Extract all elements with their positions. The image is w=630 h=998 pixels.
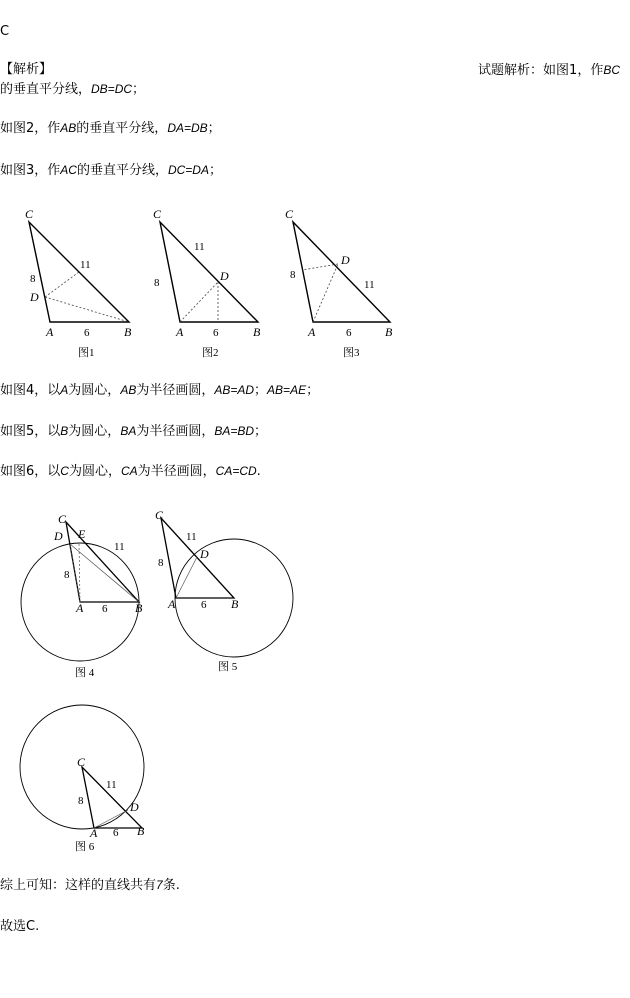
- l4-mid2: 为半径画圆，: [136, 383, 215, 398]
- summary-num: 7: [156, 878, 163, 892]
- fig1-label-c: C: [25, 207, 34, 221]
- l2-seg: AB: [60, 121, 77, 135]
- l4-sep: ；: [254, 383, 268, 398]
- summary-end: 条.: [162, 878, 180, 893]
- fig2-triangle: [160, 222, 258, 322]
- fig5-label-b: B: [231, 597, 239, 611]
- fig5-caption: 图 5: [218, 661, 238, 673]
- l4-mid: 为圆心，: [68, 383, 121, 398]
- l1-eq: DB=DC: [91, 82, 133, 96]
- figures-row-3: [0, 700, 200, 860]
- l5-pre: 如图5，以: [0, 424, 61, 439]
- fig1-triangle: [29, 222, 129, 322]
- fig6-label-b: B: [137, 824, 145, 838]
- fig3-label-b: B: [385, 325, 393, 339]
- l4-radius: AB: [120, 383, 137, 397]
- fig6-label-c: C: [77, 755, 86, 769]
- analysis-line-1: [0, 81, 145, 98]
- l3-seg: AC: [60, 163, 77, 177]
- fig2-da: [180, 282, 218, 322]
- analysis-line-4: [0, 382, 319, 399]
- l2-end: ；: [207, 121, 221, 136]
- l4-eq1: AB=AD: [214, 383, 255, 397]
- fig1-side-6: 6: [84, 327, 90, 339]
- final-pre: 故选: [0, 919, 27, 934]
- fig4-label-d: D: [54, 529, 63, 543]
- fig4-triangle: [66, 522, 139, 602]
- summary-line: [0, 877, 180, 894]
- fig6-side-8: 8: [78, 795, 84, 807]
- fig6-label-a: A: [90, 826, 98, 840]
- fig3-caption: 图3: [343, 347, 360, 359]
- fig6-side-11: 11: [106, 779, 117, 791]
- fig5-side-11: 11: [186, 531, 197, 543]
- analysis-line-6: [0, 463, 261, 480]
- fig1-side-8: 8: [30, 273, 36, 285]
- l5-radius: BA: [120, 424, 137, 438]
- fig3-label-d: D: [341, 253, 350, 267]
- fig2-label-d: D: [220, 269, 229, 283]
- fig2-label-b: B: [253, 325, 261, 339]
- fig1-label-b: B: [124, 325, 132, 339]
- l2-mid: 的垂直平分线，: [76, 121, 168, 136]
- fig1-side-11: 11: [80, 259, 91, 271]
- l5-end: ；: [254, 424, 268, 439]
- fig5-side-8: 8: [158, 557, 164, 569]
- intro-text: 试题解析：如图1，作: [478, 63, 604, 78]
- fig3-label-c: C: [285, 207, 294, 221]
- fig4-side-11: 11: [114, 541, 125, 553]
- fig5-label-c: C: [155, 508, 164, 522]
- fig3-triangle: [293, 222, 390, 322]
- fig6-ad: [94, 810, 128, 828]
- analysis-line-2: [0, 120, 221, 137]
- l6-radius: CA: [120, 464, 138, 478]
- final-answer: C: [26, 919, 36, 934]
- answer-text: [0, 24, 9, 40]
- fig4-label-a: A: [76, 601, 84, 615]
- fig6-side-6: 6: [113, 827, 119, 839]
- fig1-label-a: A: [46, 325, 54, 339]
- l5-mid2: 为半径画圆，: [136, 424, 215, 439]
- fig4-side-6: 6: [102, 603, 108, 615]
- figure-5: [161, 518, 293, 657]
- fig4-caption: 图 4: [75, 667, 95, 679]
- l6-eq: CA=CD: [215, 464, 257, 478]
- analysis-header: [0, 62, 630, 78]
- fig3-side-6: 6: [346, 327, 352, 339]
- fig3-bisector: [302, 264, 338, 270]
- l5-center: B: [60, 424, 69, 438]
- l6-pre: 如图6，以: [0, 464, 61, 479]
- l1-end: ；: [132, 82, 146, 97]
- answer-letter: C: [0, 24, 10, 39]
- l5-mid: 为圆心，: [68, 424, 121, 439]
- l6-end: .: [256, 464, 261, 479]
- fig2-side-6: 6: [213, 327, 219, 339]
- fig5-triangle: [161, 518, 234, 598]
- fig3-da: [313, 264, 338, 322]
- fig5-side-6: 6: [201, 599, 207, 611]
- figures-row-1: [0, 200, 630, 370]
- l2-eq: DA=DB: [167, 121, 208, 135]
- fig2-caption: 图2: [202, 347, 219, 359]
- fig2-side-8: 8: [154, 277, 160, 289]
- l4-pre: 如图4，以: [0, 383, 61, 398]
- intro-segment: BC: [603, 63, 620, 77]
- fig4-db: [70, 544, 139, 602]
- l6-mid2: 为半径画圆，: [137, 464, 216, 479]
- figure-1: [29, 222, 129, 322]
- analysis-line-3: [0, 162, 222, 179]
- fig2-label-a: A: [176, 325, 184, 339]
- figures-row-2: [0, 500, 630, 700]
- fig2-side-11: 11: [194, 241, 205, 253]
- fig4-side-8: 8: [64, 569, 70, 581]
- fig3-side-8: 8: [290, 269, 296, 281]
- l3-end: ；: [208, 163, 222, 178]
- fig5-label-a: A: [168, 597, 176, 611]
- l4-end: ；: [306, 383, 320, 398]
- l3-mid: 的垂直平分线，: [76, 163, 168, 178]
- fig3-label-a: A: [308, 325, 316, 339]
- fig1-caption: 图1: [78, 347, 95, 359]
- l3-pre: 如图3，作: [0, 163, 61, 178]
- fig4-label-b: B: [135, 601, 143, 615]
- fig6-caption: 图 6: [75, 841, 95, 853]
- fig3-side-11: 11: [364, 279, 375, 291]
- l1-pre: 的垂直平分线，: [0, 82, 92, 97]
- l6-center: C: [60, 464, 69, 478]
- l5-eq: BA=BD: [214, 424, 255, 438]
- l2-pre: 如图2，作: [0, 121, 61, 136]
- figure-2: [160, 222, 258, 322]
- fig1-bisector: [45, 272, 79, 297]
- final-end: .: [35, 919, 40, 934]
- l6-mid: 为圆心，: [68, 464, 121, 479]
- l4-center: A: [60, 383, 69, 397]
- fig4-label-e: E: [78, 527, 86, 541]
- fig1-label-d: D: [30, 290, 39, 304]
- analysis-intro: [478, 62, 620, 79]
- l4-eq2: AB=AE: [267, 383, 307, 397]
- fig2-label-c: C: [153, 207, 162, 221]
- final-answer-line: [0, 919, 39, 935]
- figure-3: [293, 222, 390, 322]
- summary-pre: 综上可知：这样的直线共有: [0, 878, 157, 893]
- fig6-label-d: D: [130, 800, 139, 814]
- analysis-bracket: 【解析】: [0, 62, 53, 77]
- l3-eq: DC=DA: [167, 163, 209, 177]
- fig4-label-c: C: [58, 512, 67, 526]
- analysis-line-5: [0, 423, 267, 440]
- fig5-label-d: D: [200, 547, 209, 561]
